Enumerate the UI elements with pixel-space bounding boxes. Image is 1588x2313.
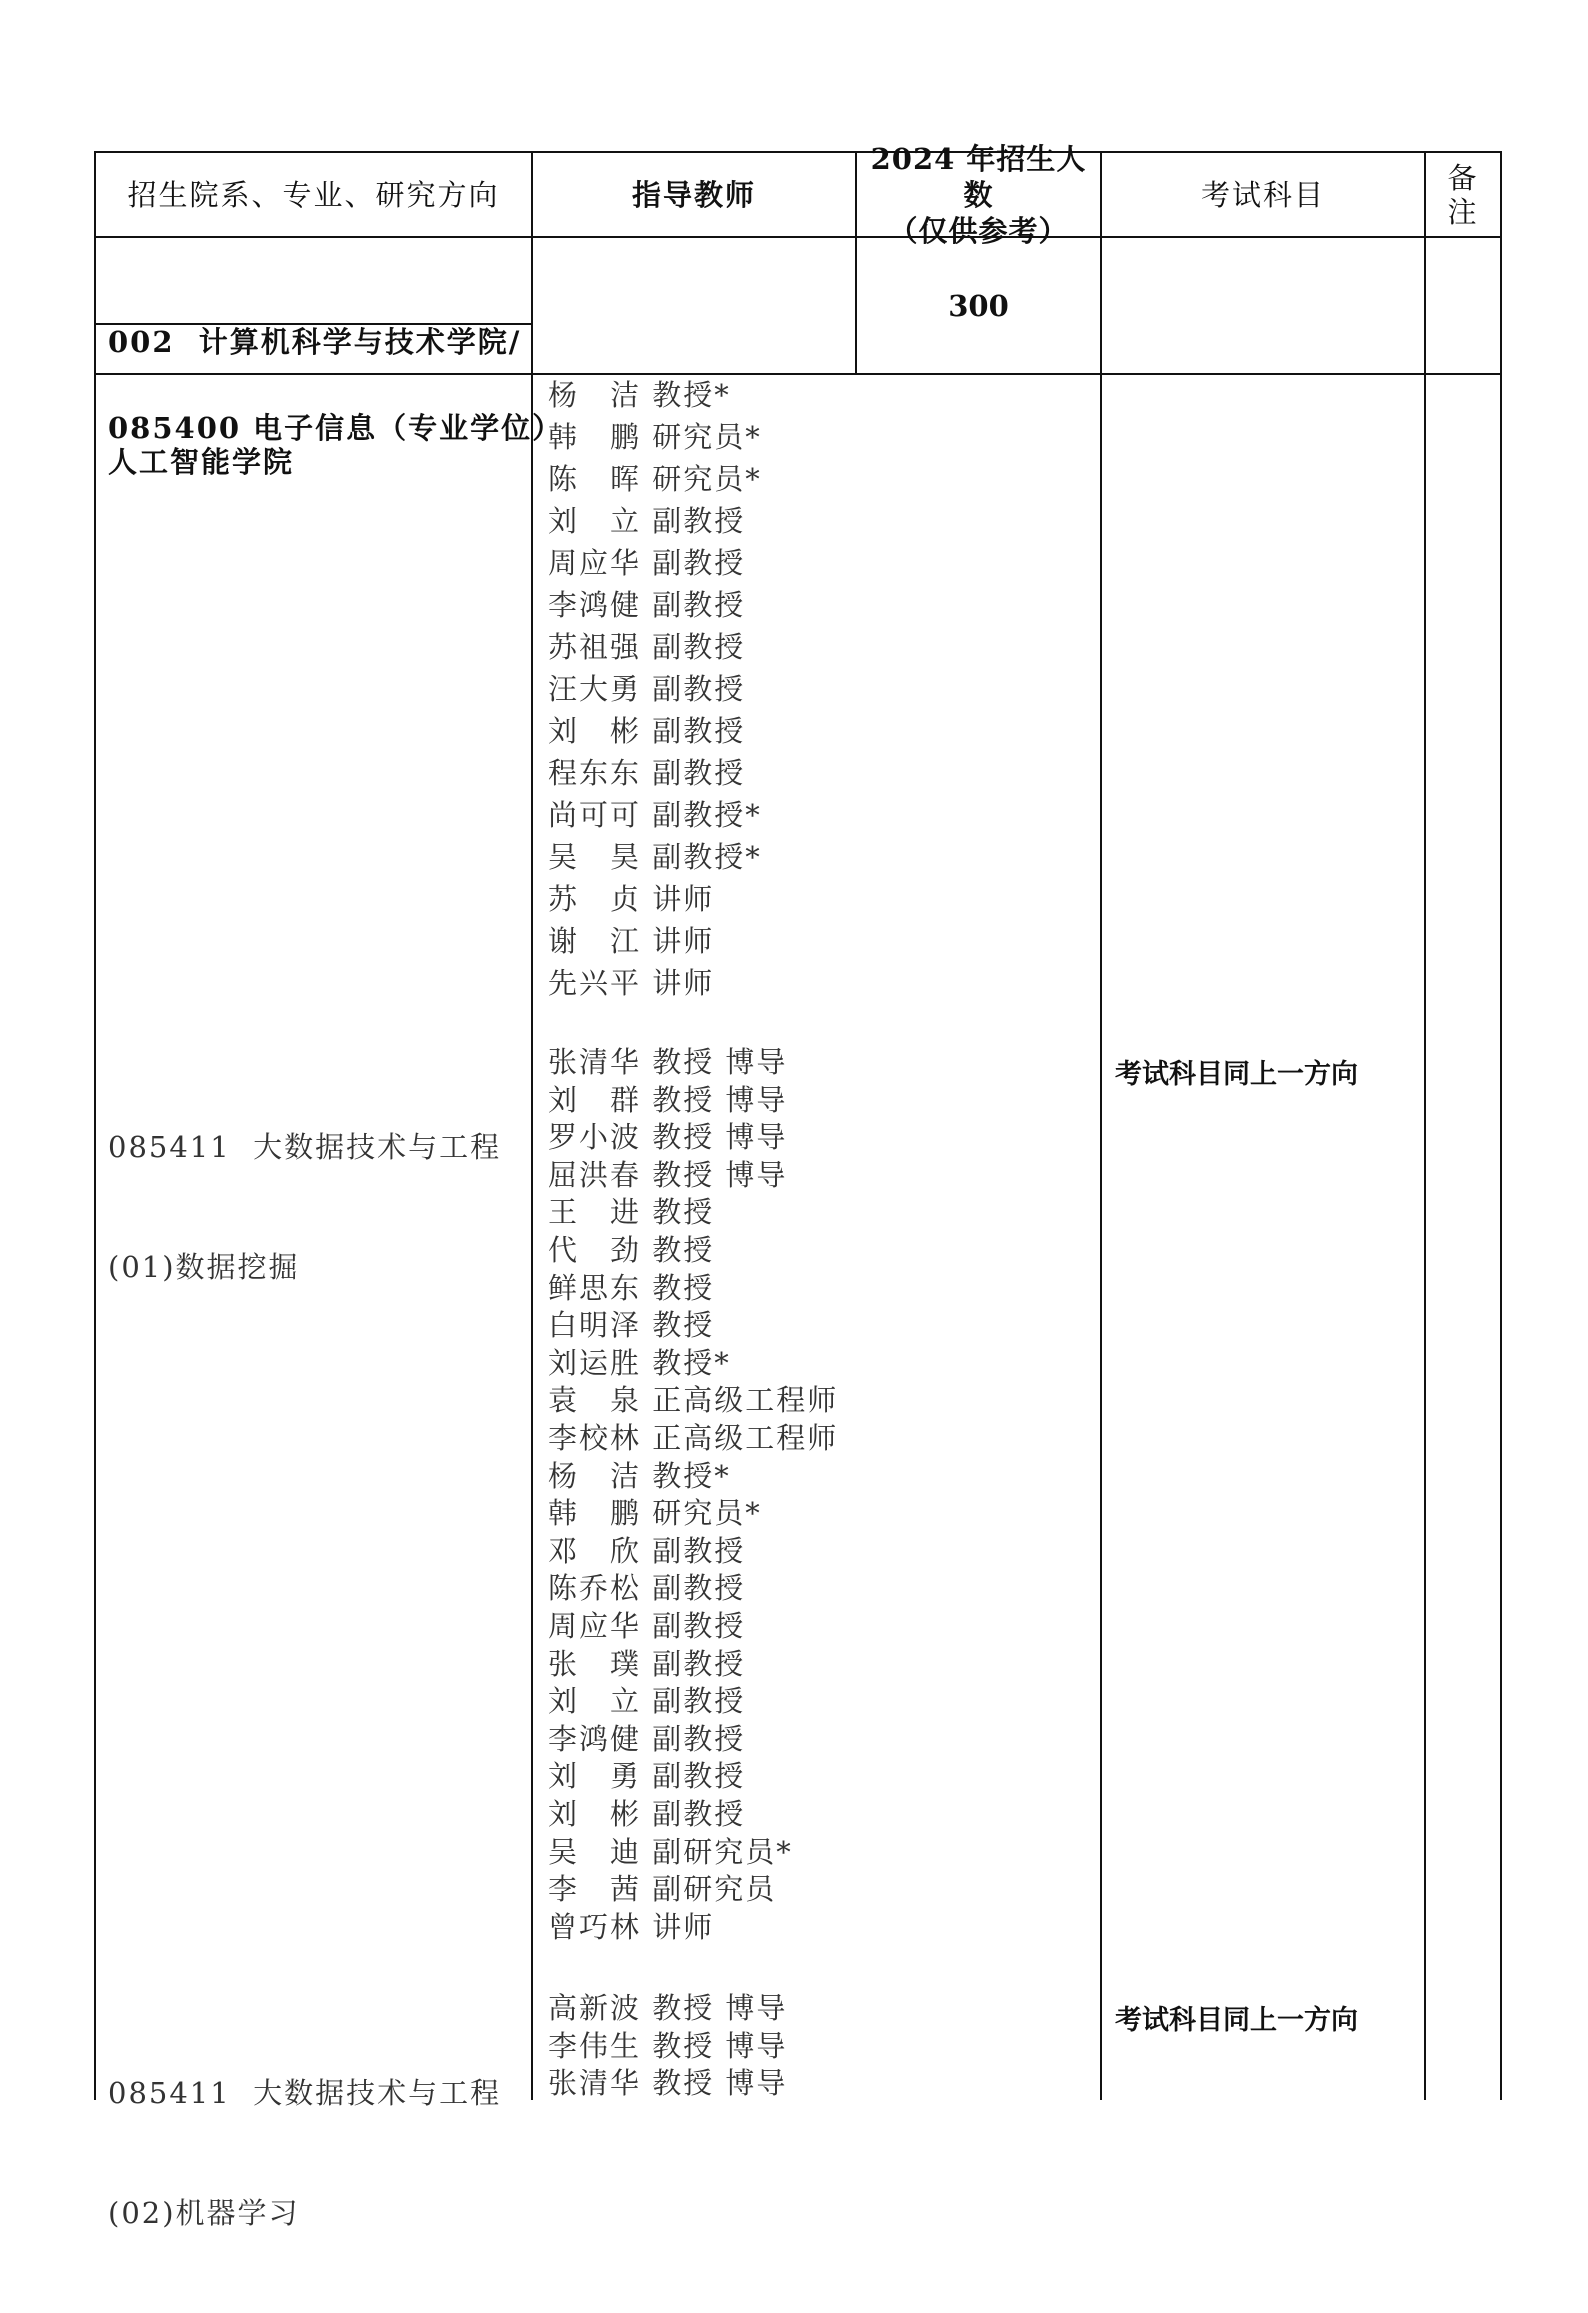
- header-col-remarks-line1: 备: [1447, 160, 1479, 195]
- quota-value: [857, 238, 1100, 373]
- table-divider-col4: [1100, 151, 1102, 2100]
- teacher-entry: 尚可可 副教授*: [548, 798, 762, 832]
- teacher-entry: 陈 晖 研究员*: [548, 462, 762, 496]
- teacher-entry: 谢 江 讲师: [548, 924, 715, 958]
- teacher-entry: 杨 洁 教授*: [548, 378, 731, 412]
- exam-block1: 考试科目同上一方向: [1115, 1059, 1358, 1090]
- direction-block1: [108, 1047, 501, 1367]
- table-border-left: [94, 151, 96, 2100]
- teacher-entry: 李伟生 教授 博导: [548, 2028, 788, 2063]
- teacher-entry: 白明泽 教授: [548, 1308, 715, 1343]
- major-name-text: 085400 电子信息（专业学位）: [108, 411, 564, 445]
- teacher-entry: 张清华 教授 博导: [548, 1045, 788, 1079]
- direction-block2: [108, 1993, 501, 2313]
- teacher-entry: 李鸿健 副教授: [548, 1721, 746, 1756]
- teacher-entry: 刘 彬 副教授: [548, 1797, 746, 1831]
- header-col-department-label: 招生院系、专业、研究方向: [127, 177, 500, 212]
- direction-block1-name: (01)数据挖掘: [108, 1250, 300, 1284]
- table-divider-col5: [1424, 151, 1426, 2100]
- teacher-entry: 曾巧林 讲师: [548, 1909, 715, 1944]
- dept-name-line2: 人工智能学院: [108, 445, 295, 479]
- teacher-entry: 罗小波 教授 博导: [548, 1120, 788, 1155]
- header-col-quota: [857, 141, 1100, 248]
- header-col-quota-line2: （仅供参考）: [888, 213, 1069, 248]
- teacher-entry: 韩 鹏 研究员*: [548, 420, 762, 454]
- header-col-supervisor-label: 指导教师: [631, 177, 756, 212]
- teacher-entry: 苏 贞 讲师: [548, 882, 715, 916]
- header-col-exam: [1102, 153, 1424, 236]
- teacher-entry: 张清华 教授 博导: [548, 2066, 788, 2101]
- teacher-entry: 王 进 教授: [548, 1195, 715, 1230]
- table-border-right: [1500, 151, 1502, 2100]
- teacher-entry: 鲜思东 教授: [548, 1270, 715, 1305]
- teacher-entry: 刘 群 教授 博导: [548, 1082, 788, 1117]
- teacher-entry: 周应华 副教授: [548, 1609, 746, 1643]
- header-col-quota-line1: 2024 年招生人数: [870, 141, 1087, 212]
- teacher-entry: 高新波 教授 博导: [548, 1991, 788, 2025]
- exam-block2: 考试科目同上一方向: [1115, 2005, 1358, 2036]
- direction-block2-name: (02)机器学习: [108, 2196, 300, 2230]
- teacher-entry: 刘 彬 副教授: [548, 714, 746, 748]
- teacher-entry: 先兴平 讲师: [548, 966, 715, 1000]
- teacher-entry: 刘 立 副教授: [548, 1684, 746, 1719]
- teacher-entry: 程东东 副教授: [548, 756, 746, 790]
- header-col-remarks: [1426, 153, 1500, 236]
- teacher-entry: 吴 昊 副教授*: [548, 840, 762, 874]
- header-bottom-rule: [94, 236, 1502, 238]
- teacher-entry: 李 茜 副研究员: [548, 1872, 777, 1907]
- quota-value-text: 300: [948, 288, 1009, 323]
- teacher-entry: 代 劲 教授: [548, 1233, 715, 1267]
- teacher-entry: 苏祖强 副教授: [548, 630, 746, 664]
- dept-name-line1: 002 计算机科学与技术学院/: [108, 325, 522, 359]
- teacher-entry: 李校林 正高级工程师: [548, 1421, 839, 1455]
- teacher-entry: 吴 迪 副研究员*: [548, 1834, 793, 1869]
- teacher-entry: 陈乔松 副教授: [548, 1571, 746, 1606]
- teacher-entry: 刘运胜 教授*: [548, 1345, 731, 1380]
- direction-block1-code: 085411 大数据技术与工程: [108, 1130, 502, 1164]
- teacher-entry: 杨 洁 教授*: [548, 1458, 731, 1493]
- teacher-entry: 张 璞 副教授: [548, 1646, 746, 1681]
- teacher-entry: 周应华 副教授: [548, 546, 746, 580]
- teacher-entry: 袁 泉 正高级工程师: [548, 1383, 839, 1418]
- header-col-department: [96, 153, 531, 236]
- teacher-entry: 刘 勇 副教授: [548, 1759, 746, 1794]
- teacher-entry: 李鸿健 副教授: [548, 588, 746, 622]
- header-col-supervisor: [533, 153, 855, 236]
- teacher-entry: 屈洪春 教授 博导: [548, 1157, 788, 1192]
- teacher-entry: 汪大勇 副教授: [548, 672, 746, 706]
- teacher-entry: 刘 立 副教授: [548, 504, 746, 538]
- teacher-entry: 韩 鹏 研究员*: [548, 1496, 762, 1531]
- header-col-remarks-line2: 注: [1447, 194, 1479, 229]
- direction-block2-code: 085411 大数据技术与工程: [108, 2076, 502, 2110]
- teacher-entry: 邓 欣 副教授: [548, 1533, 746, 1568]
- major-name: [108, 328, 563, 528]
- header-col-exam-label: 考试科目: [1200, 177, 1325, 212]
